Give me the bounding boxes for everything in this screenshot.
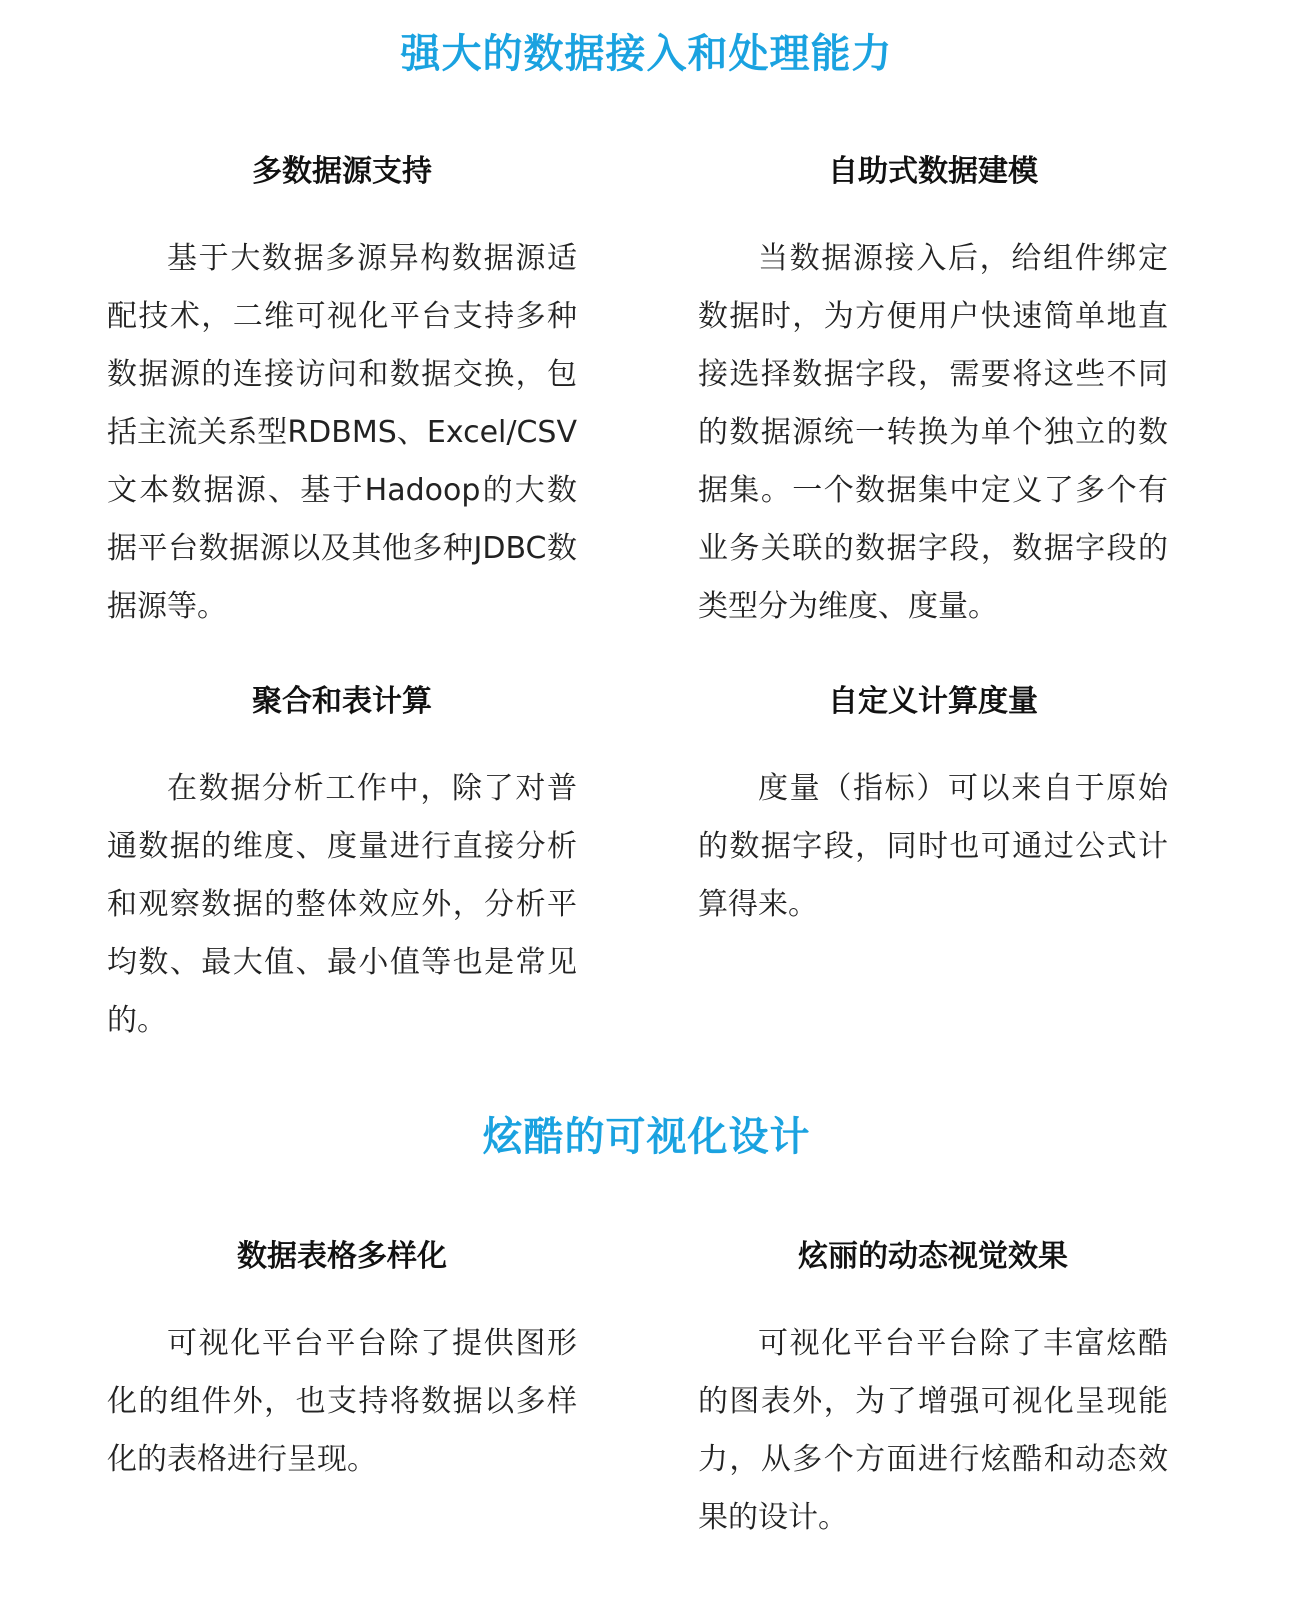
- section-title-visual-design: 炫酷的可视化设计: [482, 1114, 811, 1160]
- section-title-data-access: 强大的数据接入和处理能力: [400, 31, 893, 77]
- card-body: 可视化平台平台除了提供图形化的组件外，也支持将数据以多样化的表格进行呈现。: [107, 1326, 577, 1477]
- card-body: 度量（指标）可以来自于原始的数据字段，同时也可通过公式计算得来。: [698, 771, 1168, 922]
- card-table-variety: [107, 1237, 577, 1489]
- card-custom-measure: [698, 682, 1168, 934]
- card-body: 在数据分析工作中，除了对普通数据的维度、度量进行直接分析和观察数据的整体效应外，分析平均数、最大值、最小值等也是常见的。: [107, 771, 577, 1038]
- card-title: 数据表格多样化: [237, 1239, 447, 1274]
- card-dynamic-visual: [698, 1237, 1168, 1547]
- card-title: 多数据源支持: [252, 154, 432, 189]
- card-title: 自定义计算度量: [828, 684, 1038, 719]
- card-self-service-modeling: [698, 152, 1168, 636]
- card-body: 可视化平台平台除了丰富炫酷的图表外，为了增强可视化呈现能力，从多个方面进行炫酷和动态效果的设计。: [698, 1326, 1168, 1535]
- card-title: 炫丽的动态视觉效果: [798, 1239, 1068, 1274]
- card-body: 当数据源接入后，给组件绑定数据时，为方便用户快速简单地直接选择数据字段，需要将这些不同的数据源统一转换为单个独立的数据集。一个数据集中定义了多个有业务关联的数据字段，数据字段的类型分为维度、度量。: [698, 241, 1168, 624]
- card-multi-datasource: [107, 152, 577, 636]
- card-title: 聚合和表计算: [252, 684, 432, 719]
- card-body: 基于大数据多源异构数据源适配技术，二维可视化平台支持多种数据源的连接访问和数据交换，包括主流关系型RDBMS、Excel/CSV文本数据源、基于Hadoop的大数据平台数据源以及其他多种JDBC数据源等。: [107, 241, 577, 624]
- card-aggregation: [107, 682, 577, 1050]
- card-title: 自助式数据建模: [828, 154, 1038, 189]
